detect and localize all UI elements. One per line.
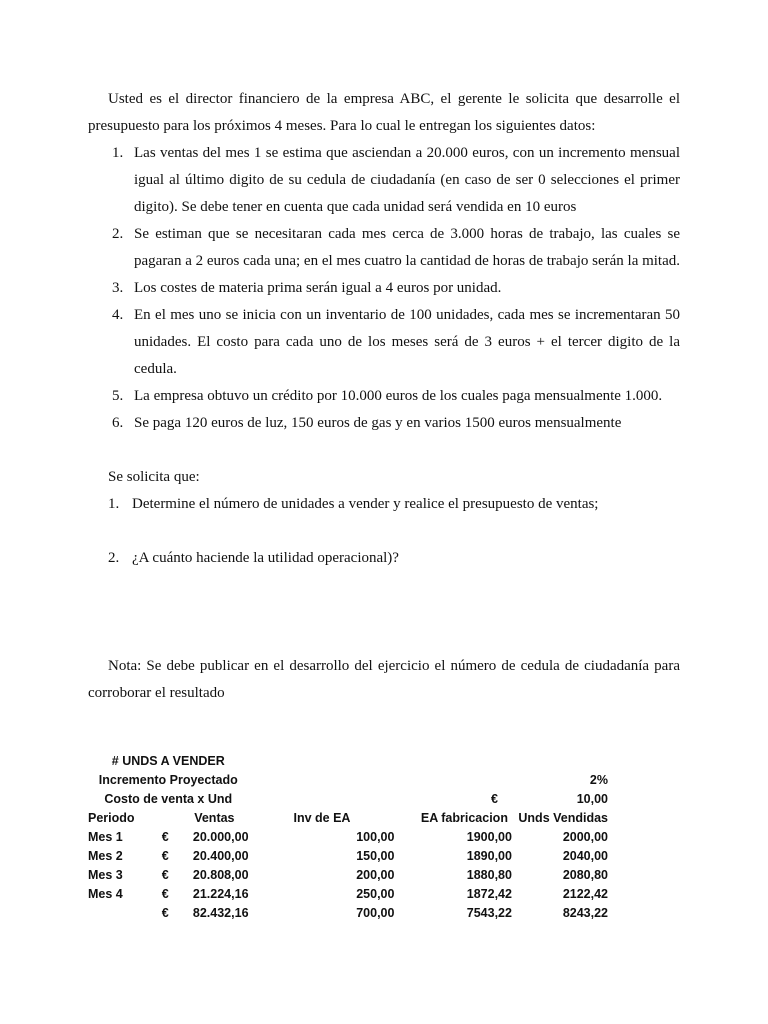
data-item: 6. Se paga 120 euros de luz, 150 euros de gas y en varios 1500 euros mensualmente (112, 415, 622, 431)
request-heading: Se solicita que: (108, 469, 200, 485)
question-item: 1. Determine el número de unidades a vender y realice el presupuesto de ventas; (108, 496, 599, 512)
table-row: Mes 3 € 20.808,00 200,00 1880,80 2080,80 (88, 868, 608, 882)
note-paragraph: Nota: Se debe publicar en el desarrollo del ejercicio el número de cedula de ciudadanía para corroborar el resultado (88, 658, 680, 701)
intro-paragraph: Usted es el director financiero de la empresa ABC, el gerente le solicita que desarrolle el presupuesto para los próximos 4 meses. Para lo cual le entregan los siguientes datos: (88, 91, 680, 134)
cost-label: Costo de venta x Und (104, 792, 233, 806)
increment-value: 2% (589, 773, 608, 787)
table-row: Mes 2 € 20.400,00 150,00 1890,00 2040,00 (88, 849, 608, 863)
table-row: Mes 4 € 21.224,16 250,00 1872,42 2122,42 (88, 887, 608, 901)
data-item: 1. Las ventas del mes 1 se estima que asciendan a 20.000 euros, con un incremento mensual igual al último digito de su cedula de ciudadanía (en caso de ser 0 selecciones el primer digito). Se debe tener en cuenta que cada unidad será vendida en 10 euros (112, 145, 680, 215)
cost-currency: € (491, 792, 498, 806)
table-row: Mes 1 € 20.000,00 100,00 1900,00 2000,00 (88, 830, 608, 844)
data-item: 4. En el mes uno se inicia con un inventario de 100 unidades, cada mes se incrementaran 50 unidades. El costo para cada uno de los meses será de 3 euros + el tercer digito de la cedula. (112, 307, 680, 377)
header-fab: EA fabricacion (420, 811, 508, 825)
cost-value: 10,00 (576, 792, 608, 806)
data-item: 5. La empresa obtuvo un crédito por 10.000 euros de los cuales paga mensualmente 1.000. (112, 388, 663, 404)
header-unds: Unds Vendidas (518, 811, 608, 825)
header-periodo: Periodo (88, 811, 135, 825)
document-body (88, 86, 680, 707)
data-list (88, 140, 680, 437)
data-item: 2. Se estiman que se necesitaran cada mes cerca de 3.000 horas de trabajo, las cuales se pagaran a 2 euros cada una; en el mes cuatro la cantidad de horas de trabajo serán la mitad. (112, 226, 681, 269)
table-header-row (88, 809, 608, 828)
data-item: 3. Los costes de materia prima serán igual a 4 euros por unidad. (112, 280, 502, 296)
header-inv: Inv de EA (293, 811, 351, 825)
table-title: # UNDS A VENDER (111, 754, 225, 768)
question-item: 2. ¿A cuánto haciende la utilidad operacional)? (108, 550, 399, 566)
units-table (88, 752, 608, 923)
increment-label: Incremento Proyectado (98, 773, 238, 787)
header-ventas: Ventas (194, 811, 235, 825)
table-total-row: € 82.432,16 700,00 7543,22 8243,22 (161, 906, 608, 920)
